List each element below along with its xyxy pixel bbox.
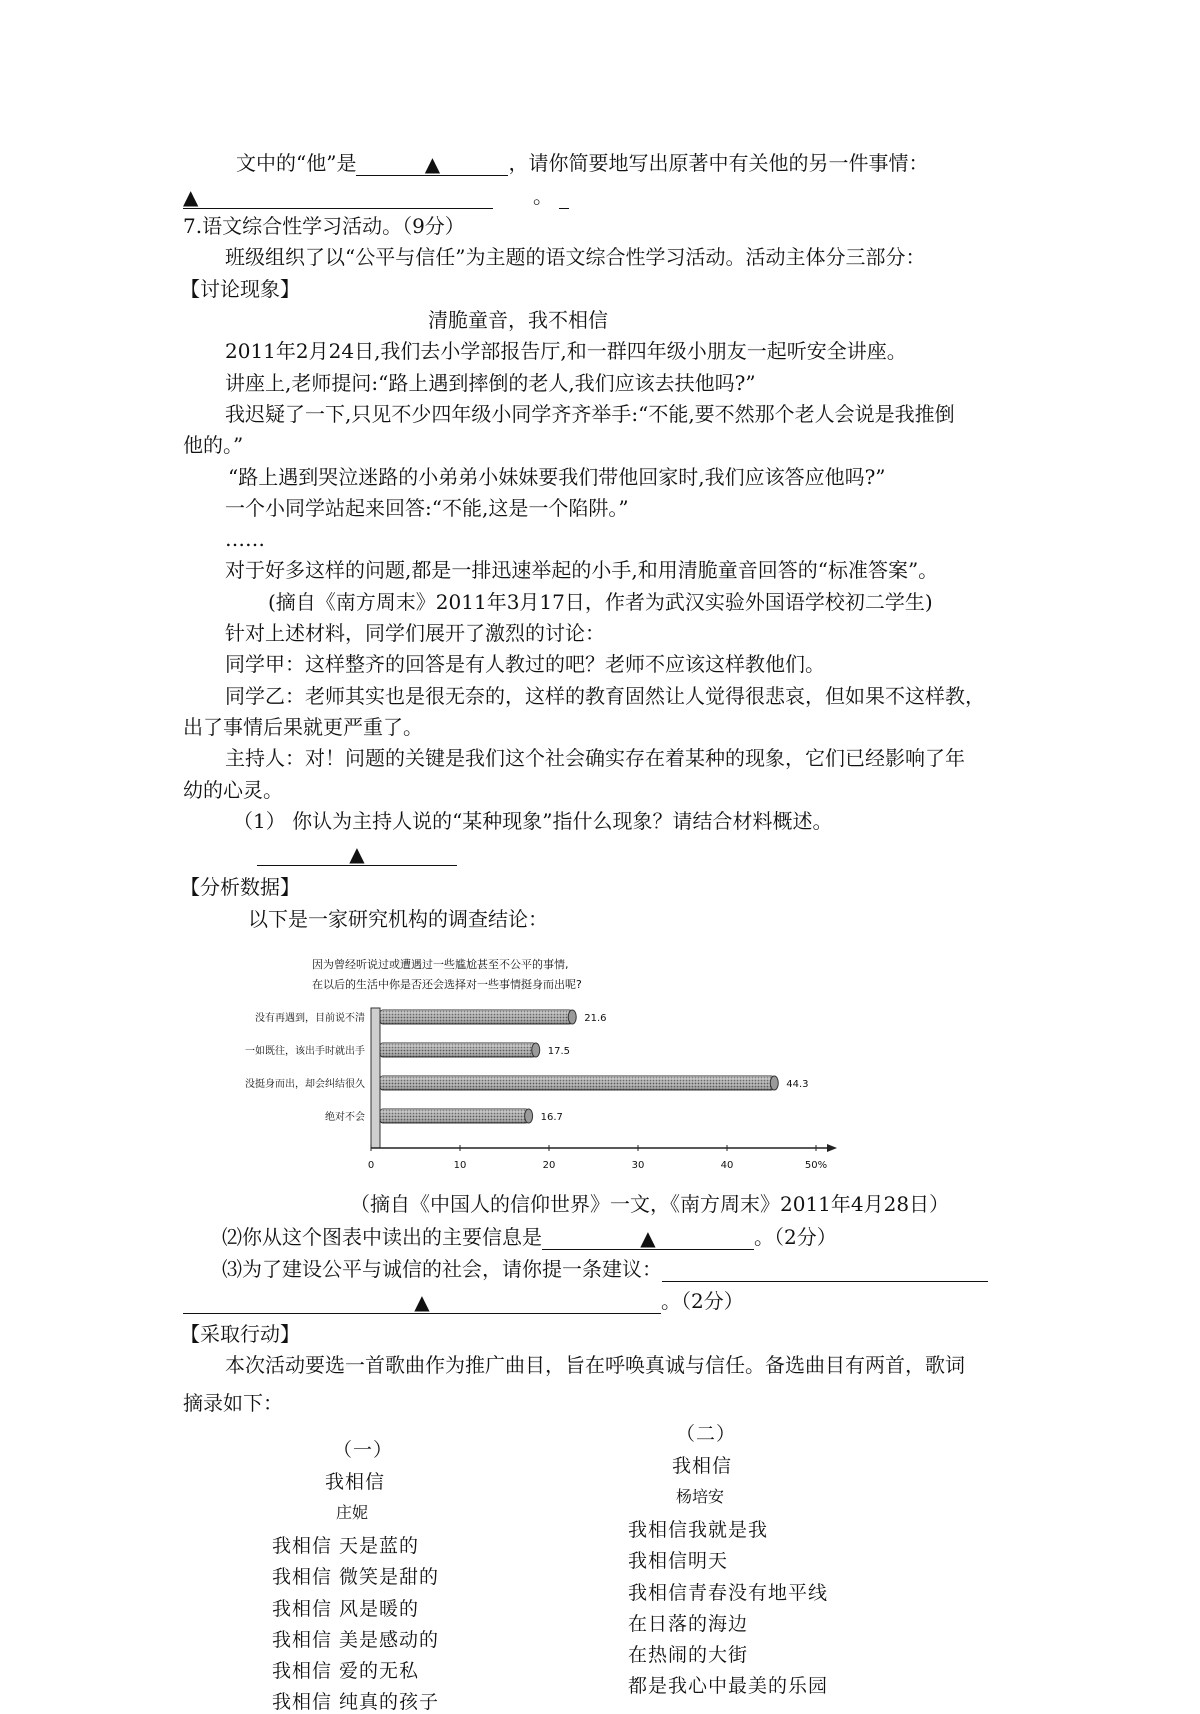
q6-end: 。 (533, 184, 553, 208)
song1-line: 我相信 爱的无私 (272, 1660, 420, 1682)
song1-title: 我相信 (325, 1471, 386, 1493)
q6-answer-line (183, 183, 569, 209)
chart-x-tick-label: 10 (453, 1160, 467, 1171)
chart-value-label: 17.5 (547, 1046, 571, 1057)
chart-y-axis-panel (371, 1008, 380, 1148)
blank-marker: ▲ (640, 1226, 656, 1250)
survey-bar-chart (205, 950, 845, 1175)
q6-blank-2[interactable] (183, 184, 493, 209)
song2-title: 我相信 (672, 1455, 733, 1477)
article-title: 清脆童音，我不相信 (428, 308, 608, 332)
song2-line: 我相信我就是我 (628, 1519, 769, 1541)
song1-number: （一） (333, 1439, 394, 1461)
song1-line: 我相信 风是暖的 (272, 1598, 420, 1620)
chart-value-label: 21.6 (584, 1013, 607, 1024)
chart-bar-cap (770, 1076, 778, 1090)
chart-bar-shading (380, 1043, 536, 1057)
q6-suffix: ，请你简要地写出原著中有关他的另一件事情： (508, 151, 929, 175)
song1-line: 我相信 天是蓝的 (272, 1535, 420, 1557)
cursor-mark (559, 188, 569, 209)
action-text-b: 摘录如下： (183, 1391, 283, 1415)
song2-line: 都是我心中最美的乐园 (628, 1675, 829, 1697)
article-p1: 2011年2月24日,我们去小学部报告厅,和一群四年级小朋友一起听安全讲座。 (225, 339, 907, 363)
blank-marker: ▲ (349, 842, 365, 866)
survey-intro: 以下是一家研究机构的调查结论： (248, 907, 548, 931)
chart-category-label: 没挺身而出，却会纠结很久 (245, 1079, 365, 1090)
sub-question-3 (222, 1256, 988, 1282)
song2-line: 我相信明天 (628, 1550, 729, 1572)
chart-bar-cap (532, 1043, 540, 1057)
q6-blank-1[interactable] (356, 151, 508, 176)
article-p3b: 他的。” (183, 433, 244, 457)
sub1-answer-line (257, 840, 457, 866)
q7-title: 7.语文综合性学习活动。（9分） (183, 214, 465, 238)
song2-artist: 杨培安 (676, 1487, 725, 1506)
article-p5: 一个小同学站起来回答:“不能,这是一个陷阱。” (225, 496, 629, 520)
chart-title: 因为曾经听说过或遭遇过一些尴尬甚至不公平的事情, (312, 958, 569, 971)
discussion-4b: 幼的心灵。 (183, 778, 283, 802)
song1-line: 我相信 纯真的孩子 (272, 1691, 440, 1713)
chart-bar-cap (525, 1109, 533, 1123)
song2-line: 在热闹的大街 (628, 1644, 749, 1666)
chart-value-label: 44.3 (786, 1079, 809, 1090)
song2-line: 在日落的海边 (628, 1613, 749, 1635)
chart-category-label: 一如既往，该出手时就出手 (245, 1046, 365, 1057)
chart-x-axis-arrow (827, 1144, 837, 1152)
q6-prefix: 文中的“他”是 (236, 151, 357, 175)
blank-marker: ▲ (424, 152, 441, 176)
discussion-1: 针对上述材料，同学们展开了激烈的讨论： (225, 621, 605, 645)
article-p2: 讲座上,老师提问:“路上遇到摔倒的老人,我们应该去扶他吗?” (225, 371, 756, 395)
chart-subtitle: 在以后的生活中你是否还会选择对一些事情挺身而出呢? (312, 978, 582, 991)
chart-bar-shading (380, 1076, 774, 1090)
discussion-3b: 出了事情后果就更严重了。 (183, 715, 423, 739)
sub2-prefix: ⑵你从这个图表中读出的主要信息是 (222, 1225, 542, 1249)
article-p3a: 我迟疑了一下,只见不少四年级小同学齐齐举手:“不能,要不然那个老人会说是我推倒 (225, 402, 955, 426)
song1-line: 我相信 微笑是甜的 (272, 1566, 440, 1588)
article-source: (摘自《南方周末》2011年3月17日，作者为武汉实验外国语学校初二学生) (268, 590, 933, 614)
chart-value-label: 16.7 (540, 1112, 563, 1123)
sub3-prefix: ⑶为了建设公平与诚信的社会，请你提一条建议： (222, 1257, 662, 1281)
song1-artist: 庄妮 (336, 1503, 369, 1522)
chart-x-tick-label: 50% (804, 1160, 828, 1171)
sub1-blank[interactable] (257, 841, 457, 866)
article-p6: …… (225, 527, 265, 551)
song2-number: （二） (676, 1423, 737, 1445)
sub3-blank-2[interactable] (183, 1289, 661, 1314)
article-p7: 对于好多这样的问题,都是一排迅速举起的小手,和用清脆童音回答的“标准答案”。 (225, 558, 939, 582)
sub3-blank-1[interactable] (662, 1257, 988, 1282)
chart-bar-shading (380, 1010, 572, 1024)
action-text-a: 本次活动要选一首歌曲作为推广曲目，旨在呼唤真诚与信任。备选曲目有两首，歌词 (225, 1353, 965, 1377)
sub3-answer-line (183, 1288, 744, 1314)
discussion-3a: 同学乙：老师其实也是很无奈的，这样的教育固然让人觉得很悲哀，但如果不这样教， (225, 684, 985, 708)
song2-line: 我相信青春没有地平线 (628, 1582, 829, 1604)
section-discuss: 【讨论现象】 (180, 277, 300, 301)
discussion-2: 同学甲：这样整齐的回答是有人教过的吧？老师不应该这样教他们。 (225, 652, 825, 676)
section-action: 【采取行动】 (180, 1322, 300, 1346)
chart-category-label: 绝对不会 (325, 1112, 365, 1123)
chart-x-tick-label: 0 (367, 1160, 375, 1171)
chart-x-tick-label: 40 (720, 1160, 734, 1171)
sub-question-1: （1） 你认为主持人说的“某种现象”指什么现象？请结合材料概述。 (233, 809, 833, 833)
q7-intro: 班级组织了以“公平与信任”为主题的语文综合性学习活动。活动主体分三部分： (225, 245, 926, 269)
sub3-suffix: 。（2分） (661, 1289, 744, 1313)
chart-x-tick-label: 20 (542, 1160, 556, 1171)
chart-bar-cap (568, 1010, 576, 1024)
chart-category-label: 没有再遇到，目前说不清 (255, 1013, 365, 1024)
sub2-blank[interactable] (542, 1225, 754, 1250)
blank-marker: ▲ (183, 185, 199, 209)
chart-bar-shading (380, 1109, 529, 1123)
q6-line (236, 150, 928, 176)
discussion-4a: 主持人：对！问题的关键是我们这个社会确实存在着某种的现象，它们已经影响了年 (225, 746, 965, 770)
chart-source: （摘自《中国人的信仰世界》一文，《南方周末》2011年4月28日） (350, 1192, 950, 1216)
sub-question-2 (222, 1224, 837, 1250)
chart-x-tick-label: 30 (631, 1160, 645, 1171)
sub2-suffix: 。（2分） (754, 1225, 837, 1249)
article-p4: “路上遇到哭泣迷路的小弟弟小妹妹要我们带他回家时,我们应该答应他吗?” (228, 465, 886, 489)
section-analyze: 【分析数据】 (180, 875, 300, 899)
song1-line: 我相信 美是感动的 (272, 1629, 440, 1651)
blank-marker: ▲ (414, 1290, 430, 1314)
